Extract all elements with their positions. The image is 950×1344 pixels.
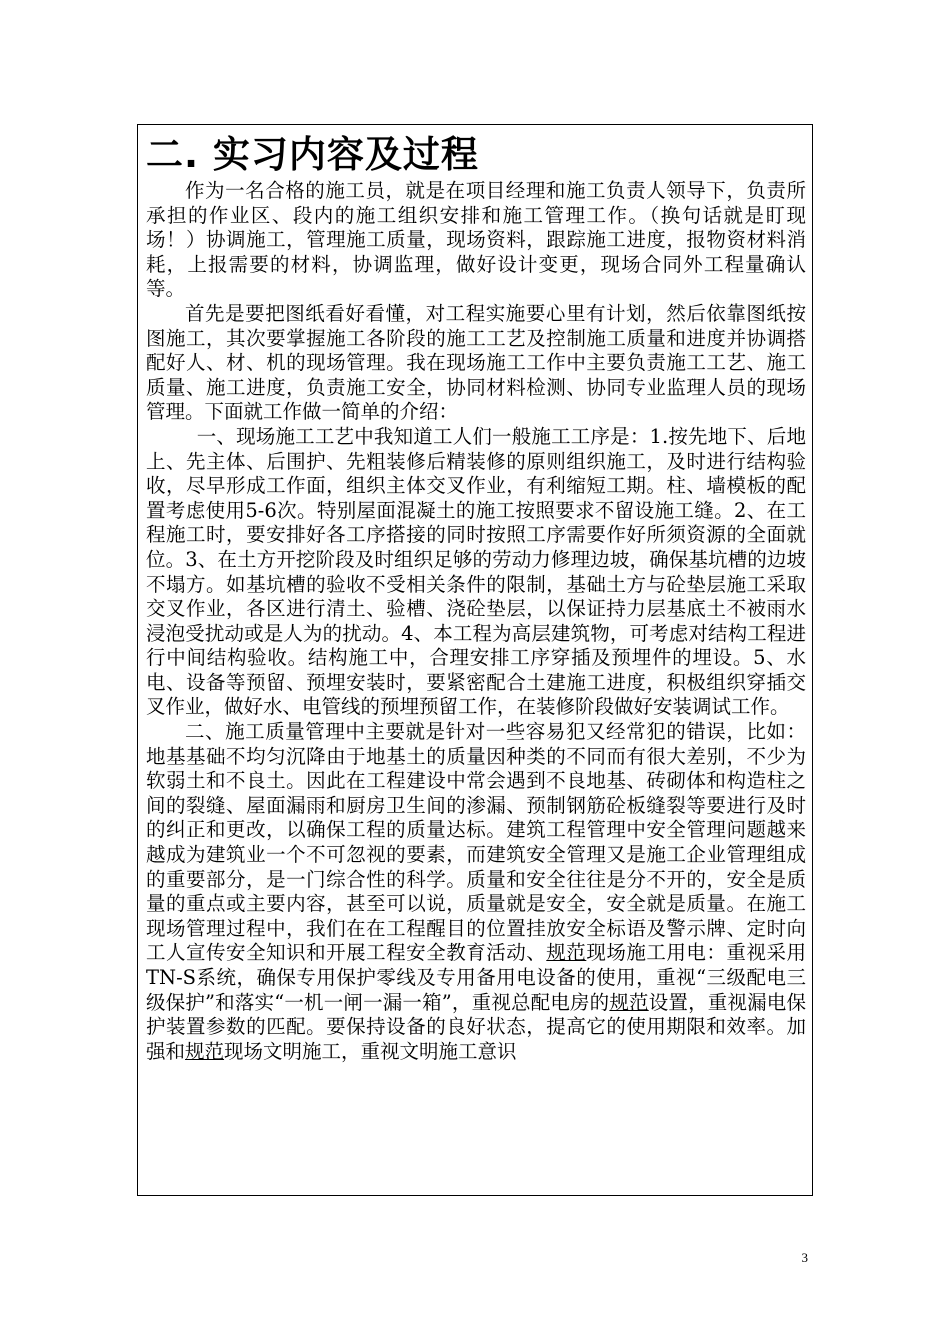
underlined-term: 规范	[546, 941, 587, 965]
paragraph-text: 设置，重视漏电保护装置参数的匹配。要保持设备的良好状态，提高它的使用期限和效率。加强和	[146, 990, 806, 1063]
paragraph-text: 二、施工质量管理中主要就是针对一些容易犯又经常犯的错误，比如：地基基础不均匀沉降由于地基土的质量因种类的不同而有很大差别，不少为软弱土和不良土。因此在工程建设中常会遇到不良地基、砖砌体和构造柱之间的裂缝、屋面漏雨和厨房卫生间的渗漏、预制钢筋砼板缝裂等要进行及时的纠正和更改，以确保工程的质量达标。建筑工程管理中安全管理问题越来越成为建筑业一个不可忽视的要素，而建筑安全管理又是施工企业管理组成的重要部分，是一门综合性的科学。质量和安全往往是分不开的，安全是质量的重点或主要内容，甚至可以说，质量就是安全，安全就是质量。在施工现场管理过程中，我们在在工程醒目的位置挂放安全标语及警示牌、定时向工人宣传安全知识和开展工程安全教育活动、	[146, 720, 806, 965]
underlined-term: 规范	[185, 1039, 225, 1063]
page-number: 3	[801, 1250, 808, 1265]
paragraph-quality-safety	[146, 720, 806, 1064]
content-frame	[137, 124, 813, 1196]
paragraph-text: 现场施工用电：重视采用TN-S系统，确保专用保护零线及专用备用电设备的使用，重视“三级配电三级保护”和落实“一机一闸一漏一箱”，重视总配电房的	[146, 941, 806, 1014]
paragraph-overview: 首先是要把图纸看好看懂，对工程实施要心里有计划，然后依靠图纸按图施工，其次要掌握施工各阶段的施工工艺及控制施工质量和进度并协调搭配好人、材、机的现场管理。我在现场施工工作中主要负责施工工艺、施工质量、施工进度，负责施工安全，协同材料检测、协同专业监理人员的现场管理。下面就工作做一简单的介绍：	[146, 301, 806, 424]
paragraph-construction-process: 一、现场施工工艺中我知道工人们一般施工工序是：1.按先地下、后地上、先主体、后围护、先粗装修后精装修的原则组织施工，及时进行结构验收，尽早形成工作面，组织主体交叉作业，有利缩短工期。柱、墙模板的配置考虑使用5-6次。特别屋面混凝土的施工按照要求不留设施工缝。2、在工程施工时，要安排好各工序搭接的同时按照工序需要作好所须资源的全面就位。3、在土方开挖阶段及时组织足够的劳动力修理边坡，确保基坑槽的边坡不塌方。如基坑槽的验收不受相关条件的限制，基础土方与砼垫层施工采取交叉作业，各区进行清土、验槽、浇砼垫层，以保证持力层基底土不被雨水浸泡受扰动或是人为的扰动。4、本工程为高层建筑物，可考虑对结构工程进行中间结构验收。结构施工中，合理安排工序穿插及预埋件的埋设。5、水电、设备等预留、预埋安装时，要紧密配合土建施工进度，积极组织穿插交叉作业，做好水、电管线的预埋预留工作，在装修阶段做好安装调试工作。	[146, 424, 806, 719]
underlined-term: 规范	[609, 990, 649, 1014]
document-body	[146, 131, 806, 1064]
paragraph-text: 现场文明施工，重视文明施工意识	[224, 1039, 517, 1063]
section-title: 二. 实习内容及过程	[146, 133, 479, 176]
paragraph-role-intro: 作为一名合格的施工员，就是在项目经理和施工负责人领导下，负责所承担的作业区、段内的施工组织安排和施工管理工作。（换句话就是盯现场！）协调施工，管理施工质量，现场资料，跟踪施工进度，报物资材料消耗，上报需要的材料，协调监理，做好设计变更，现场合同外工程量确认等。	[146, 179, 806, 301]
